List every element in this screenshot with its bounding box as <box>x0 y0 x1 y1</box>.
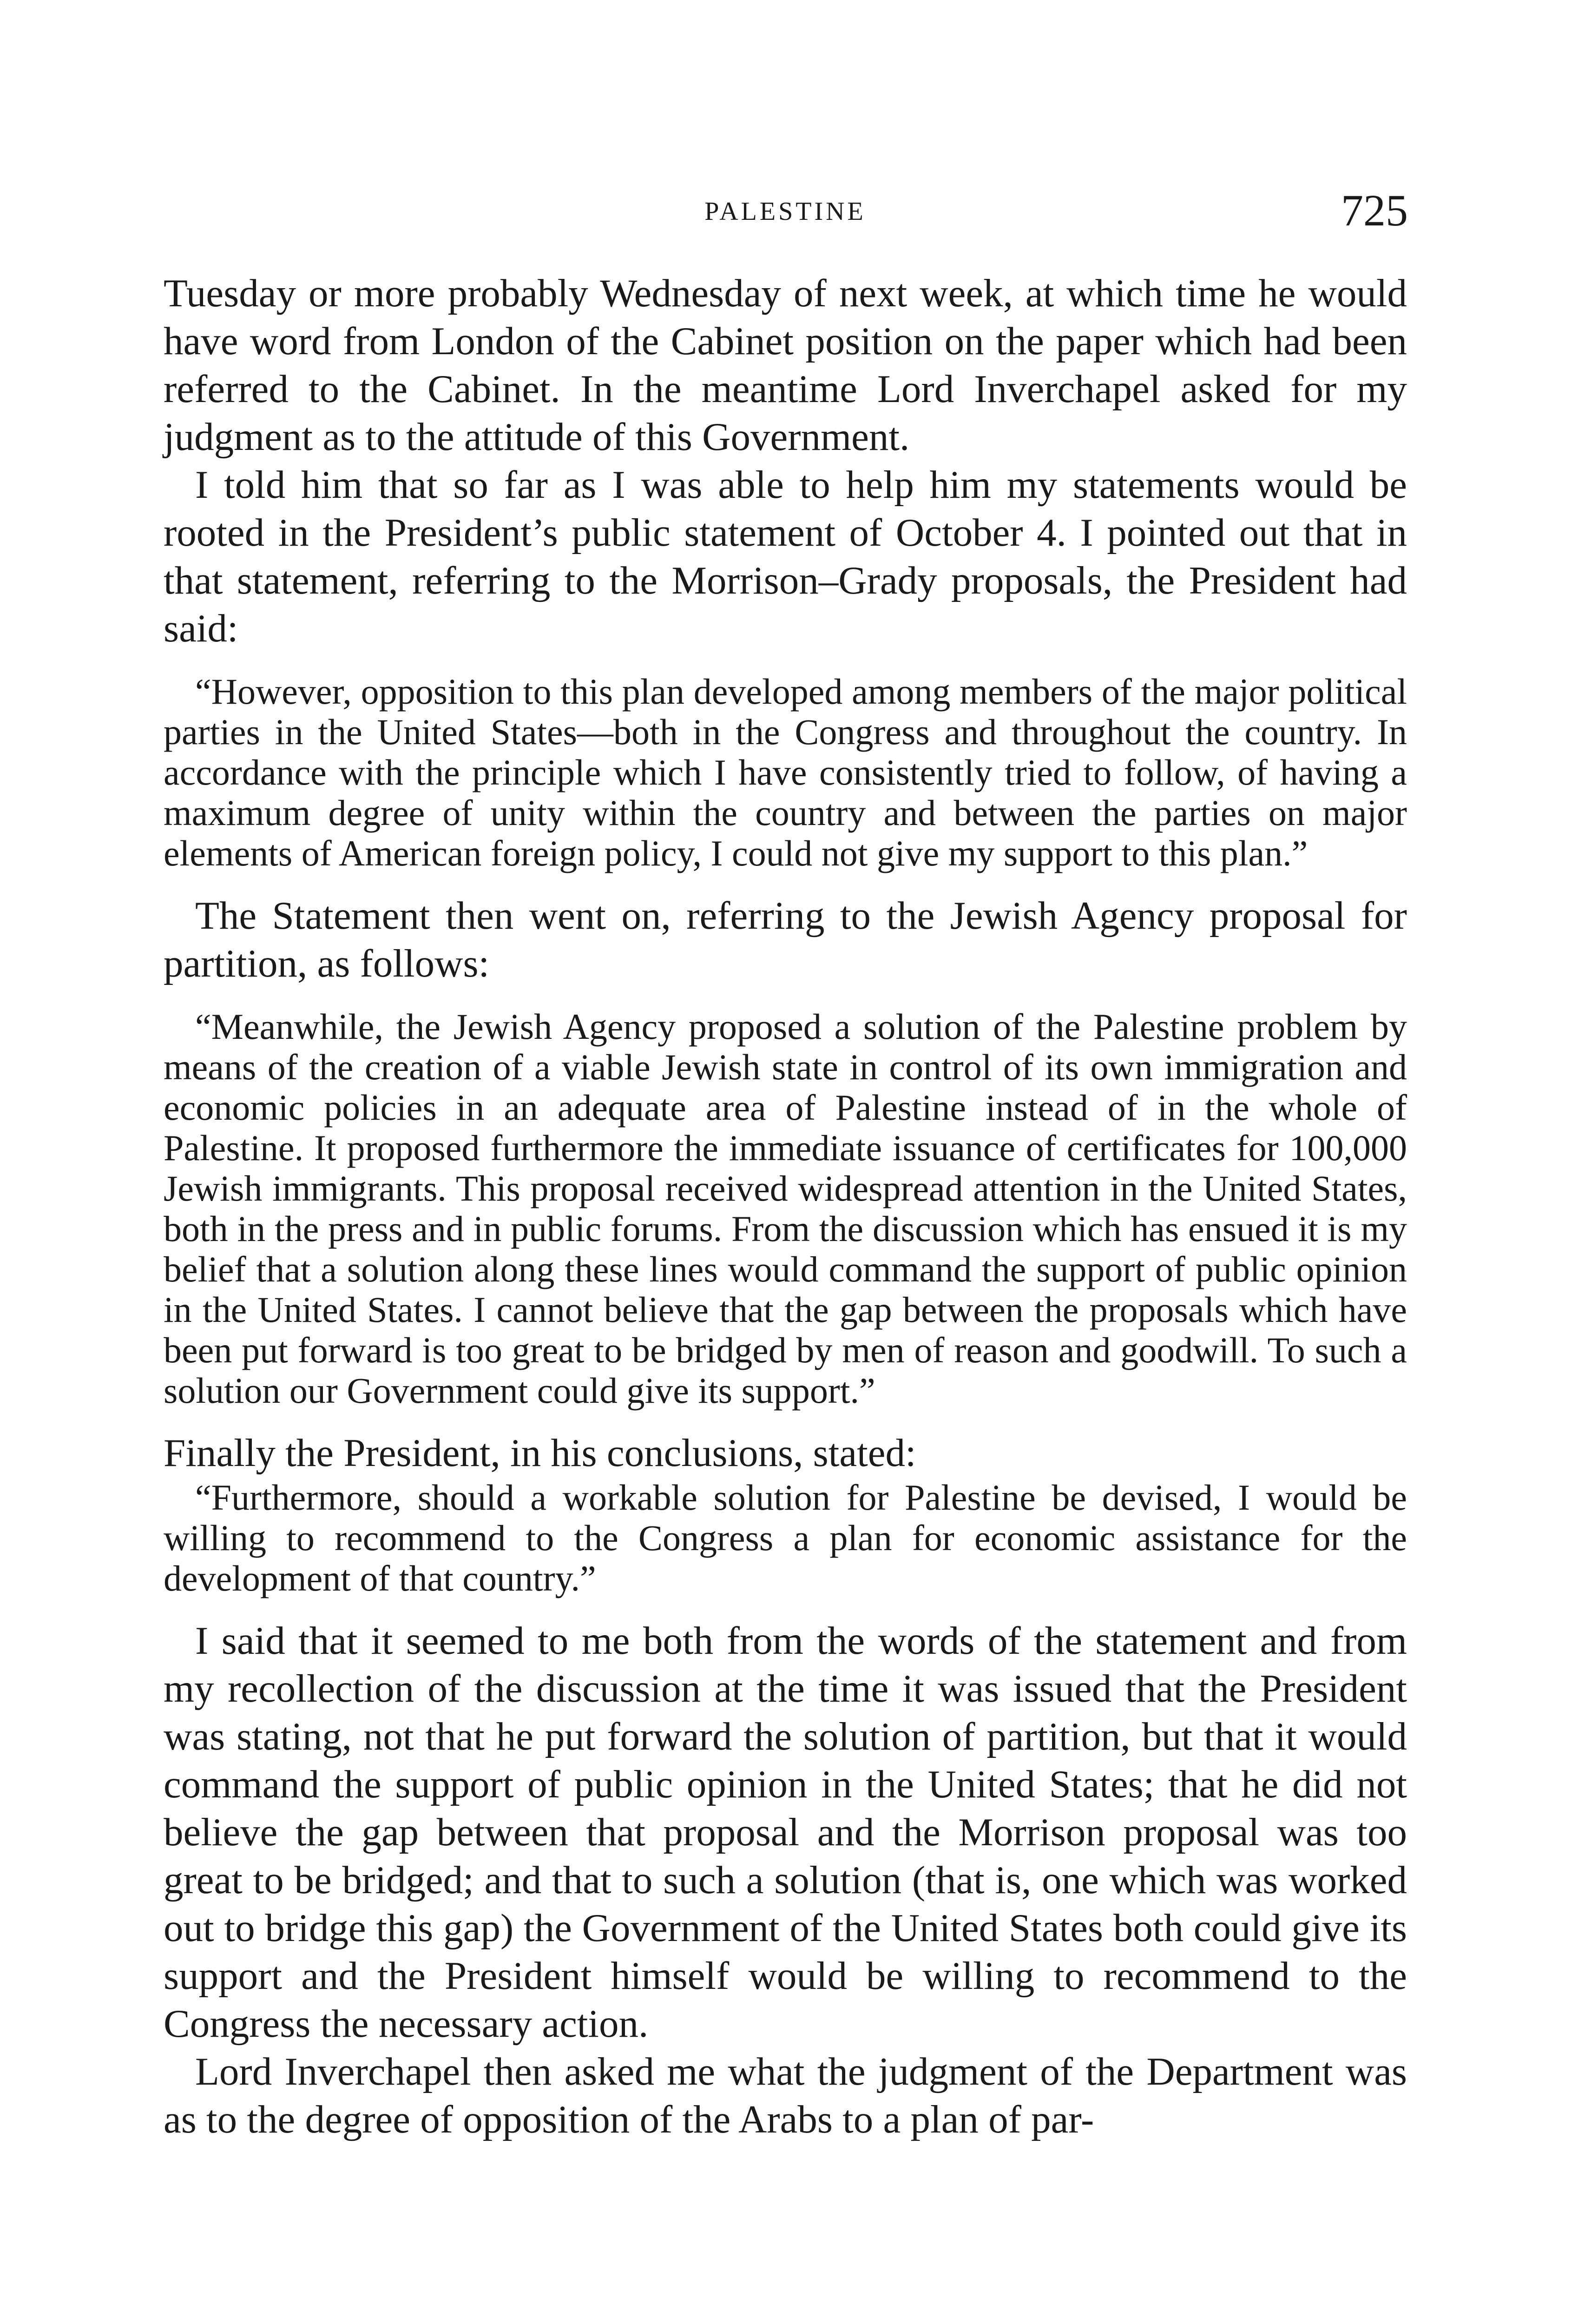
body-text <box>164 270 1407 2144</box>
running-title: PALESTINE <box>704 197 866 226</box>
paragraph-2: I told him that so far as I was able to help him my statements would be rooted in the President’s public statement of October 4. I pointed out that in that statement, referring to the Morrison–Grady proposals, the President had said: <box>164 463 1407 650</box>
page-number: 725 <box>1341 185 1408 235</box>
paragraph-4: Finally the President, in his conclusions, stated: <box>164 1431 916 1475</box>
paragraph-3: The Statement then went on, referring to the Jewish Agency proposal for partition, as follows: <box>164 894 1407 985</box>
paragraph-5: I said that it seemed to me both from the words of the statement and from my recollection of the discussion at the time it was issued that the President was stating, not that he put forward the solution of partition, but that it would command the support of public opinion in the United States; that he did not believe the gap between that proposal and the Morrison proposal was too great to be bridged; and that to such a solution (that is, one which was worked out to bridge this gap) the Government of the United States both could give its support and the President himself would be willing to recommend to the Congress the necessary action. <box>164 1619 1407 2046</box>
paragraph-1: Tuesday or more probably Wednesday of next week, at which time he would have word from London of the Cabinet position on the paper which had been referred to the Cabinet. In the meantime Lord Inverchapel asked for my judgment as to the attitude of this Government. <box>164 271 1407 459</box>
block-quote-1: “However, opposition to this plan developed among members of the major political parties in the United States—both in the Congress and throughout the country. In accordance with the principle which I have consistently tried to follow, of having a maximum degree of unity within the country and between the parties on major elements of American foreign policy, I could not give my support to this plan.” <box>164 671 1407 873</box>
running-head <box>163 185 1408 244</box>
block-quote-2: “Meanwhile, the Jewish Agency proposed a solution of the Palestine problem by means of the creation of a viable Jewish state in control of its own immigration and economic policies in an adequate area of Palestine instead of in the whole of Palestine. It proposed furthermore the immediate issuance of certificates for 100,000 Jewish immigrants. This proposal received widespread attention in the United States, both in the press and in public forums. From the discussion which has ensued it is my belief that a solution along these lines would command the support of public opinion in the United States. I cannot believe that the gap between the proposals which have been put forward is too great to be bridged by men of reason and goodwill. To such a solution our Government could give its support.” <box>164 1006 1407 1411</box>
paragraph-6: Lord Inverchapel then asked me what the judgment of the Department was as to the degree of opposition of the Arabs to a plan of par- <box>164 2050 1407 2141</box>
block-quote-3: “Furthermore, should a workable solution for Palestine be devised, I would be willing to recommend to the Congress a plan for economic assistance for the development of that country.” <box>164 1477 1407 1598</box>
